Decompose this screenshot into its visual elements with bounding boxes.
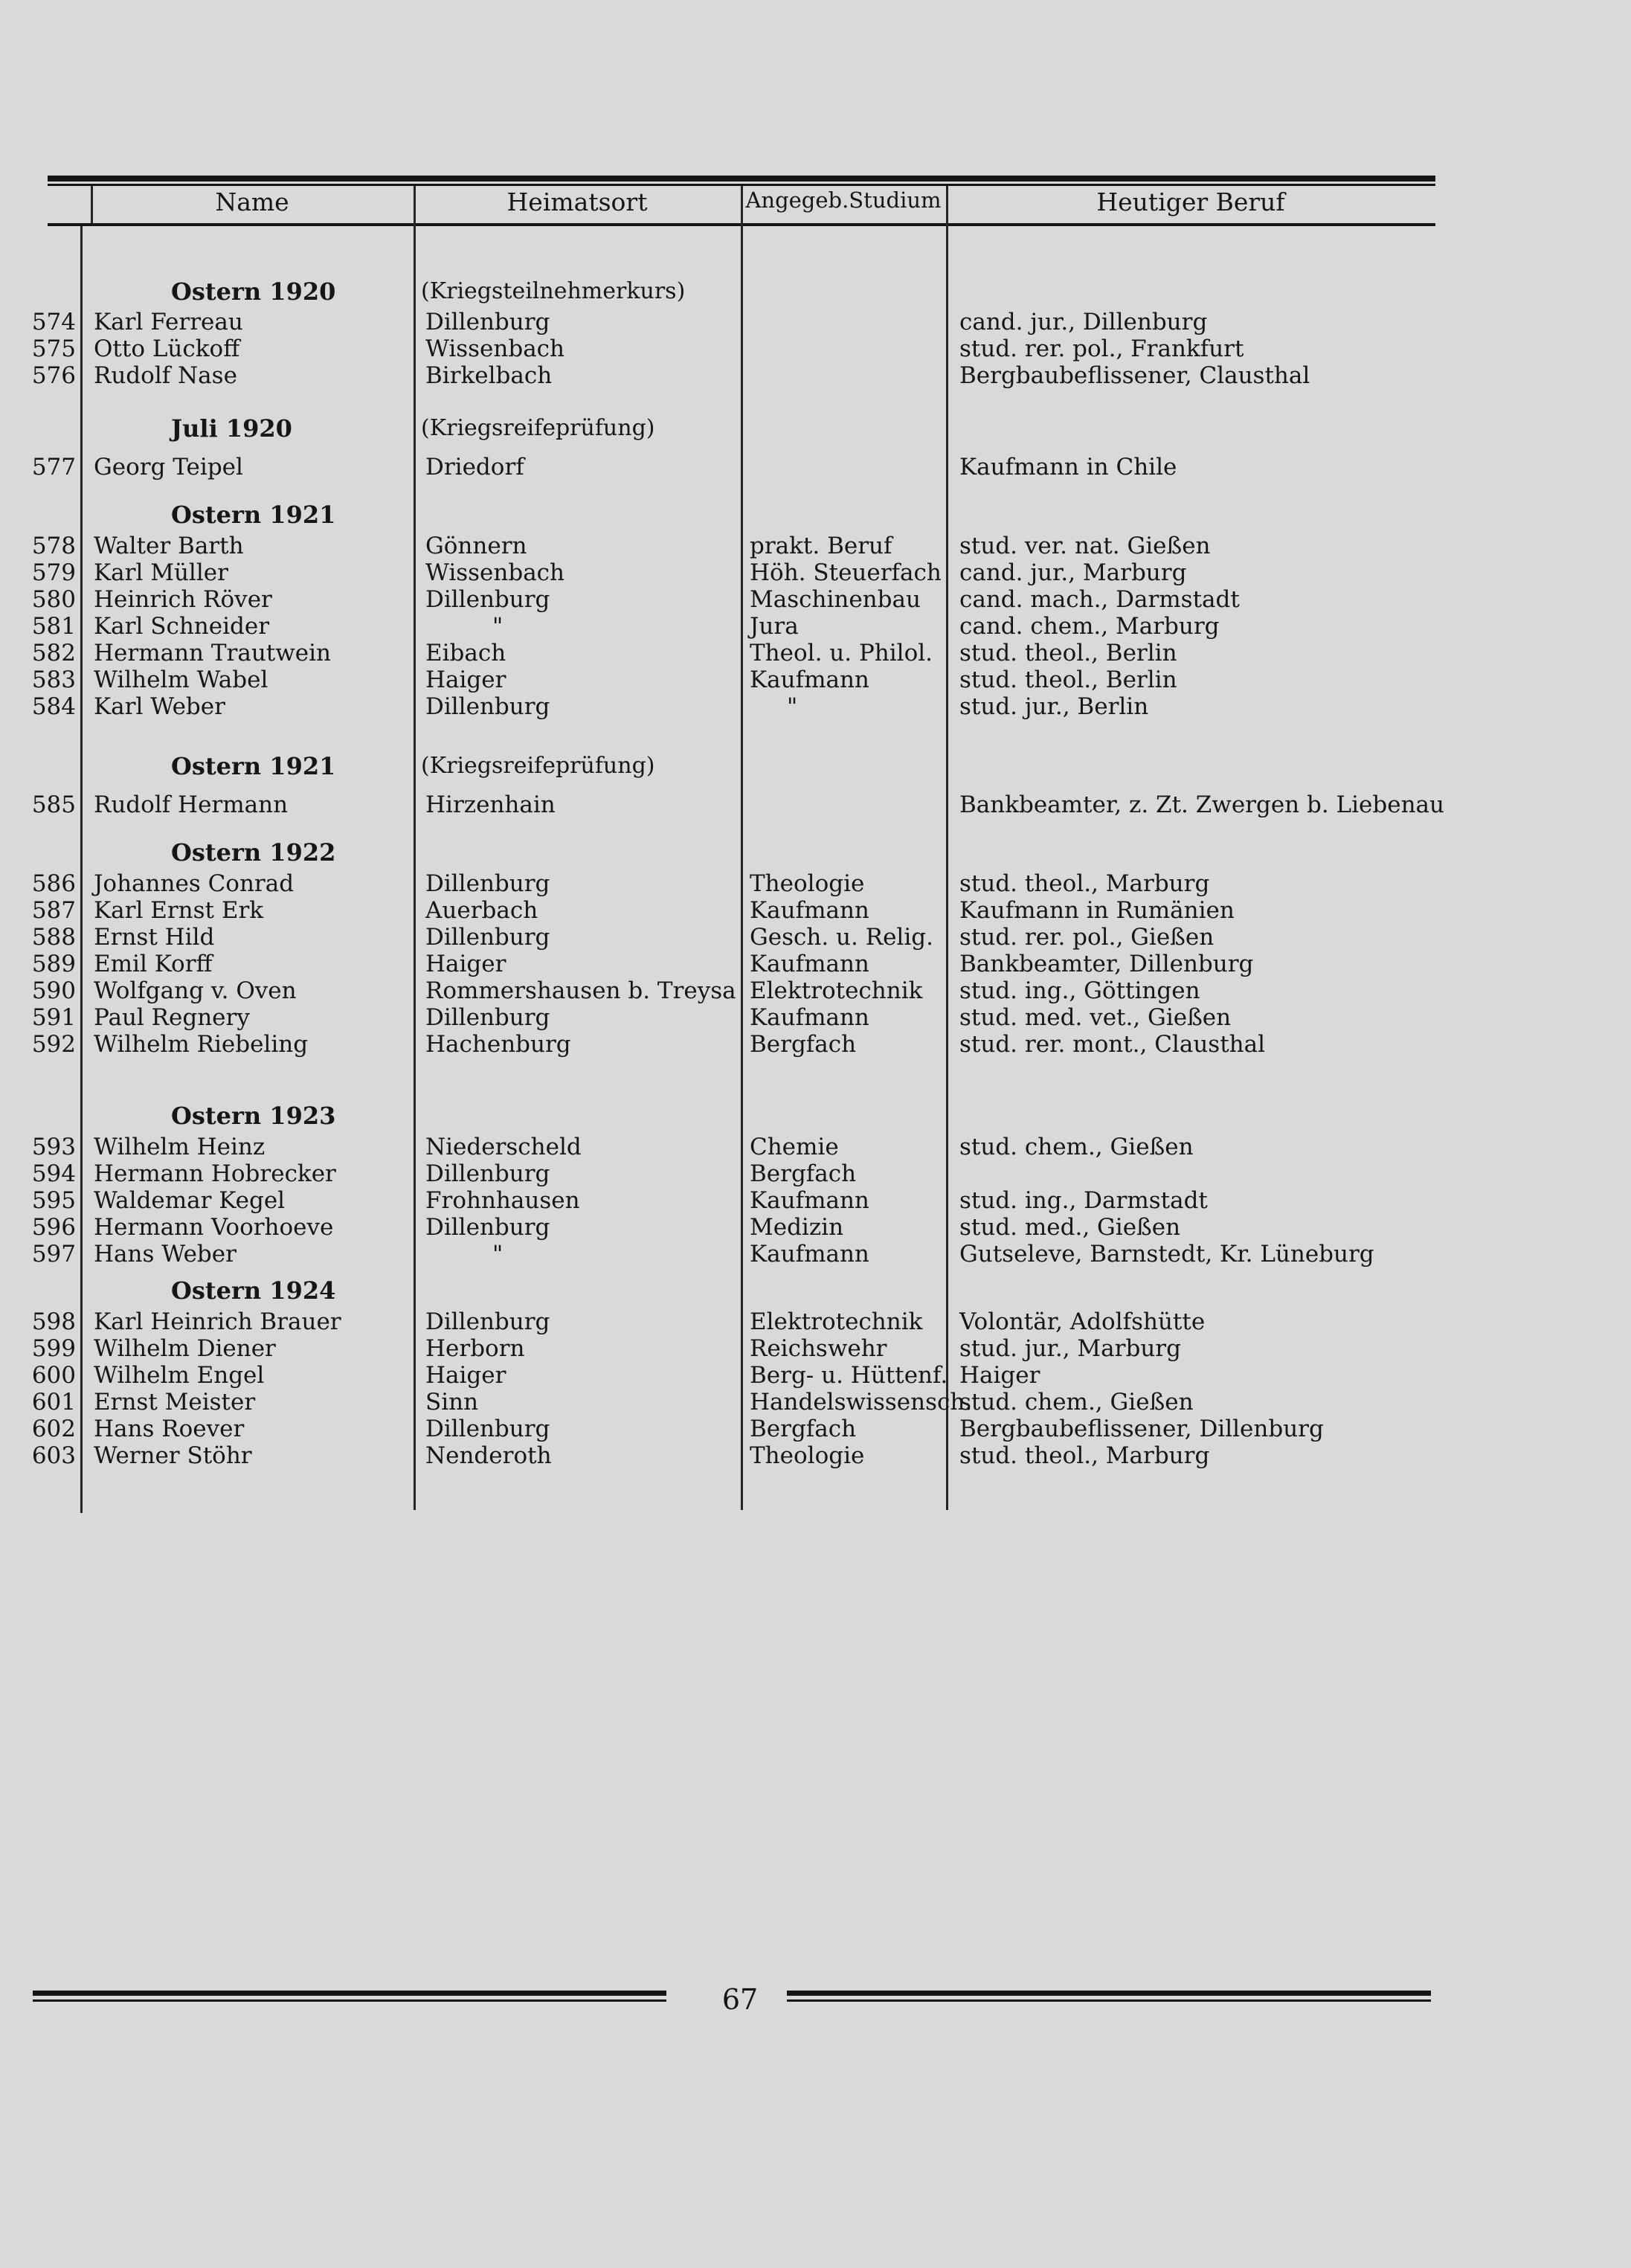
current-occupation: stud. jur., Marburg [959, 1335, 1181, 1362]
current-occupation: Bergbaubeflissener, Clausthal [959, 362, 1310, 389]
student-name: Ernst Meister [94, 1389, 256, 1416]
table-row [0, 1187, 1631, 1214]
hometown: Gönnern [425, 533, 527, 559]
hometown: Nenderoth [425, 1442, 552, 1469]
student-name: Hermann Trautwein [94, 640, 332, 666]
entry-number: 585 [31, 791, 76, 818]
hometown: Driedorf [425, 454, 524, 481]
entry-number: 601 [31, 1389, 76, 1416]
intended-study: Kaufmann [750, 897, 869, 924]
intended-study: Handelswissensch. [750, 1389, 973, 1416]
current-occupation: stud. ver. nat. Gießen [959, 533, 1211, 559]
student-name: Wilhelm Diener [94, 1335, 276, 1362]
current-occupation: cand. chem., Marburg [959, 613, 1220, 640]
hometown: Sinn [425, 1389, 479, 1416]
section-title: Ostern 1924 [171, 1276, 336, 1305]
table-row [0, 666, 1631, 693]
hometown: Haiger [425, 1362, 506, 1389]
intended-study: Theol. u. Philol. [750, 640, 933, 666]
intended-study: Maschinenbau [750, 586, 921, 613]
table-row [0, 1335, 1631, 1362]
entry-number: 603 [31, 1442, 76, 1469]
hometown: Dillenburg [425, 1214, 550, 1241]
entry-number: 591 [31, 1004, 76, 1031]
page-number: 67 [721, 1983, 759, 2016]
header-beruf: Heutiger Beruf [1096, 187, 1285, 216]
intended-study: Jura [750, 613, 799, 640]
entry-number: 579 [31, 559, 76, 586]
student-name: Ernst Hild [94, 924, 215, 951]
table-row [0, 454, 1631, 481]
current-occupation: stud. ing., Göttingen [959, 977, 1200, 1004]
current-occupation: stud. rer. pol., Gießen [959, 924, 1215, 951]
entry-number: 589 [31, 951, 76, 977]
student-name: Johannes Conrad [94, 870, 295, 897]
hometown: Birkelbach [425, 362, 553, 389]
current-occupation: Kaufmann in Rumänien [959, 897, 1235, 924]
hometown: Haiger [425, 666, 506, 693]
hometown: Auerbach [425, 897, 538, 924]
student-name: Karl Schneider [94, 613, 270, 640]
current-occupation: stud. theol., Marburg [959, 870, 1210, 897]
student-name: Waldemar Kegel [94, 1187, 286, 1214]
student-name: Hermann Hobrecker [94, 1160, 336, 1187]
student-name: Karl Heinrich Brauer [94, 1308, 341, 1335]
intended-study: prakt. Beruf [750, 533, 892, 559]
entry-number: 598 [31, 1308, 76, 1335]
intended-study: Chemie [750, 1134, 839, 1160]
hometown: Dillenburg [425, 693, 550, 720]
entry-number: 596 [31, 1214, 76, 1241]
table-row [0, 309, 1631, 335]
section-title: Ostern 1920 [171, 277, 336, 306]
intended-study: Theologie [750, 1442, 865, 1469]
footer-rule-left-thick [33, 1991, 666, 1996]
student-name: Wilhelm Heinz [94, 1134, 266, 1160]
current-occupation: Haiger [959, 1362, 1040, 1389]
footer-rule-right-thick [787, 1991, 1431, 1996]
footer-rule-left-thin [33, 1999, 666, 2002]
current-occupation: stud. theol., Berlin [959, 640, 1177, 666]
section-note: (Kriegsteilnehmerkurs) [421, 278, 686, 304]
footer-rule-right-thin [787, 1999, 1431, 2002]
hometown: Niederscheld [425, 1134, 582, 1160]
current-occupation: stud. med., Gießen [959, 1214, 1181, 1241]
intended-study: Bergfach [750, 1160, 857, 1187]
intended-study: Medizin [750, 1214, 844, 1241]
hometown: Rommershausen b. Treysa [425, 977, 736, 1004]
intended-study: Höh. Steuerfach [750, 559, 942, 586]
section-title: Juli 1920 [171, 414, 292, 443]
student-name: Hermann Voorhoeve [94, 1214, 334, 1241]
current-occupation: stud. rer. mont., Clausthal [959, 1031, 1266, 1058]
entry-number: 594 [31, 1160, 76, 1187]
entry-number: 574 [31, 309, 76, 335]
hometown: Eibach [425, 640, 506, 666]
intended-study: Kaufmann [750, 1187, 869, 1214]
hometown: Dillenburg [425, 924, 550, 951]
section-note: (Kriegsreifeprüfung) [421, 753, 655, 779]
current-occupation: Bankbeamter, z. Zt. Zwergen b. Liebenau [959, 791, 1444, 818]
table-row [0, 1442, 1631, 1469]
header-heimatsort: Heimatsort [506, 187, 648, 216]
top-double-rule-thick [48, 176, 1435, 181]
table-row [0, 640, 1631, 666]
table-row [0, 1241, 1631, 1268]
current-occupation: stud. theol., Berlin [959, 666, 1177, 693]
hometown: Wissenbach [425, 335, 565, 362]
table-row [0, 791, 1631, 818]
entry-number: 602 [31, 1416, 76, 1442]
entry-number: 592 [31, 1031, 76, 1058]
current-occupation: stud. chem., Gießen [959, 1134, 1194, 1160]
hometown: Herborn [425, 1335, 525, 1362]
table-row [0, 1134, 1631, 1160]
current-occupation: Bankbeamter, Dillenburg [959, 951, 1254, 977]
student-name: Wilhelm Engel [94, 1362, 265, 1389]
entry-number: 587 [31, 897, 76, 924]
current-occupation: Volontär, Adolfshütte [959, 1308, 1206, 1335]
student-name: Otto Lückoff [94, 335, 240, 362]
entry-number: 597 [31, 1241, 76, 1268]
entry-number: 584 [31, 693, 76, 720]
hometown: Dillenburg [425, 1416, 550, 1442]
current-occupation: stud. ing., Darmstadt [959, 1187, 1208, 1214]
table-row [0, 533, 1631, 559]
current-occupation: stud. med. vet., Gießen [959, 1004, 1232, 1031]
intended-study: Theologie [750, 870, 865, 897]
hometown: Dillenburg [425, 1160, 550, 1187]
hometown: Hirzenhain [425, 791, 556, 818]
intended-study: Gesch. u. Relig. [750, 924, 933, 951]
current-occupation: stud. jur., Berlin [959, 693, 1149, 720]
student-name: Hans Roever [94, 1416, 245, 1442]
intended-study: Bergfach [750, 1031, 857, 1058]
table-row [0, 1308, 1631, 1335]
entry-number: 599 [31, 1335, 76, 1362]
table-row [0, 1362, 1631, 1389]
table-row [0, 559, 1631, 586]
table-row [0, 335, 1631, 362]
student-name: Georg Teipel [94, 454, 243, 481]
intended-study: Elektrotechnik [750, 977, 923, 1004]
entry-number: 582 [31, 640, 76, 666]
student-name: Wolfgang v. Oven [94, 977, 297, 1004]
hometown: Haiger [425, 951, 506, 977]
entry-number: 595 [31, 1187, 76, 1214]
entry-number: 581 [31, 613, 76, 640]
table-row [0, 951, 1631, 977]
header-studium: Angegeb.Studium [745, 187, 942, 213]
student-name: Karl Weber [94, 693, 225, 720]
table-row [0, 1389, 1631, 1416]
table-row [0, 1416, 1631, 1442]
intended-study: " [787, 693, 798, 720]
entry-number: 588 [31, 924, 76, 951]
intended-study: Reichswehr [750, 1335, 887, 1362]
hometown: " [492, 1241, 504, 1268]
header-name: Name [215, 187, 289, 216]
table-row [0, 977, 1631, 1004]
table-row [0, 1004, 1631, 1031]
hometown: Dillenburg [425, 870, 550, 897]
hometown: Dillenburg [425, 309, 550, 335]
current-occupation: Gutseleve, Barnstedt, Kr. Lüneburg [959, 1241, 1374, 1268]
student-name: Rudolf Nase [94, 362, 237, 389]
student-name: Wilhelm Riebeling [94, 1031, 309, 1058]
student-name: Wilhelm Wabel [94, 666, 268, 693]
student-name: Heinrich Röver [94, 586, 272, 613]
hometown: Hachenburg [425, 1031, 571, 1058]
entry-number: 586 [31, 870, 76, 897]
table-row [0, 586, 1631, 613]
entry-number: 593 [31, 1134, 76, 1160]
table-row [0, 362, 1631, 389]
table-row [0, 1031, 1631, 1058]
table-row [0, 1214, 1631, 1241]
hometown: Dillenburg [425, 1308, 550, 1335]
student-name: Paul Regnery [94, 1004, 250, 1031]
entry-number: 577 [31, 454, 76, 481]
table-row [0, 870, 1631, 897]
current-occupation: Kaufmann in Chile [959, 454, 1177, 481]
student-name: Karl Ernst Erk [94, 897, 264, 924]
student-name: Emil Korff [94, 951, 213, 977]
table-row [0, 613, 1631, 640]
student-name: Rudolf Hermann [94, 791, 289, 818]
table-row [0, 1160, 1631, 1187]
hometown: Wissenbach [425, 559, 565, 586]
entry-number: 600 [31, 1362, 76, 1389]
entry-number: 583 [31, 666, 76, 693]
intended-study: Kaufmann [750, 951, 869, 977]
student-name: Hans Weber [94, 1241, 237, 1268]
intended-study: Elektrotechnik [750, 1308, 923, 1335]
current-occupation: stud. theol., Marburg [959, 1442, 1210, 1469]
current-occupation: cand. mach., Darmstadt [959, 586, 1240, 613]
table-row [0, 924, 1631, 951]
hometown: Dillenburg [425, 586, 550, 613]
student-name: Karl Ferreau [94, 309, 243, 335]
current-occupation: stud. chem., Gießen [959, 1389, 1194, 1416]
current-occupation: cand. jur., Marburg [959, 559, 1187, 586]
entry-number: 590 [31, 977, 76, 1004]
intended-study: Kaufmann [750, 1241, 869, 1268]
current-occupation: stud. rer. pol., Frankfurt [959, 335, 1244, 362]
entry-number: 578 [31, 533, 76, 559]
intended-study: Berg- u. Hüttenf. [750, 1362, 948, 1389]
student-name: Walter Barth [94, 533, 244, 559]
student-name: Werner Stöhr [94, 1442, 252, 1469]
section-title: Ostern 1921 [171, 501, 336, 529]
entry-number: 580 [31, 586, 76, 613]
section-title: Ostern 1922 [171, 838, 336, 867]
section-note: (Kriegsreifeprüfung) [421, 415, 655, 441]
hometown: Dillenburg [425, 1004, 550, 1031]
table-row [0, 693, 1631, 720]
intended-study: Kaufmann [750, 1004, 869, 1031]
entry-number: 575 [31, 335, 76, 362]
hometown: " [492, 613, 504, 640]
section-title: Ostern 1921 [171, 752, 336, 780]
current-occupation: Bergbaubeflissener, Dillenburg [959, 1416, 1324, 1442]
intended-study: Kaufmann [750, 666, 869, 693]
intended-study: Bergfach [750, 1416, 857, 1442]
student-name: Karl Müller [94, 559, 228, 586]
table-row [0, 897, 1631, 924]
section-title: Ostern 1923 [171, 1102, 336, 1130]
hometown: Frohnhausen [425, 1187, 580, 1214]
current-occupation: cand. jur., Dillenburg [959, 309, 1208, 335]
entry-number: 576 [31, 362, 76, 389]
